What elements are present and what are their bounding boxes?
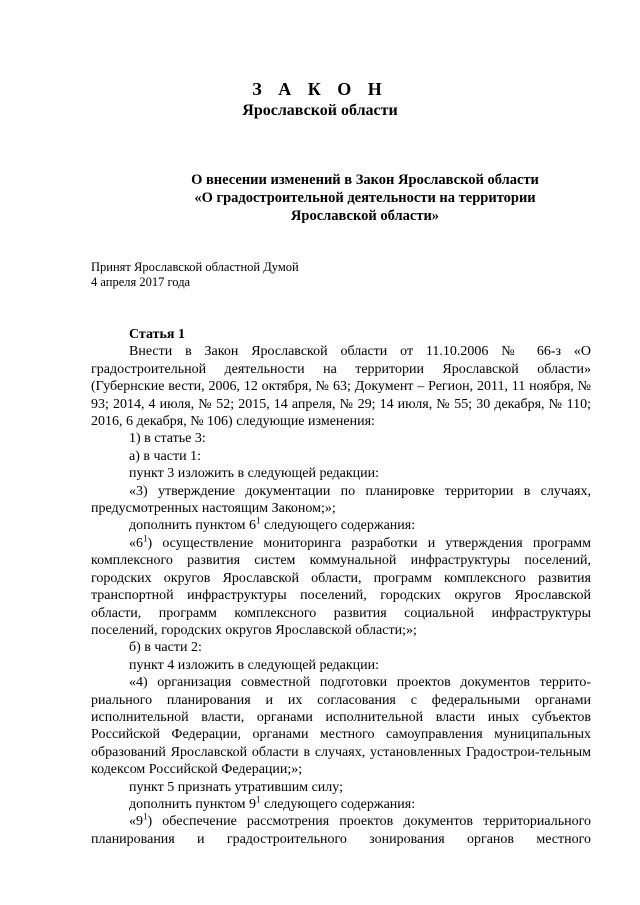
superscript: 1 bbox=[143, 533, 148, 544]
subject-line: Ярославской области» bbox=[290, 208, 440, 224]
amendment-text: «4) организация совместной подготовки проектов документов террито-риального планирования и их согласования с федеральными органами исполнительной власти, органами исполнительной власти иных субъектов Российской Федерации, органами местного самоуправления муниципальных образований Ярославской области в случаях, установленных Градострои-тельным кодексом Российской Федерации;»; bbox=[91, 675, 591, 778]
superscript: 1 bbox=[143, 811, 148, 822]
law-subject bbox=[170, 171, 560, 225]
article-heading: Статья 1 bbox=[129, 327, 185, 342]
subject-line: О внесении изменений в Закон Ярославской области bbox=[191, 172, 539, 188]
list-item: б) в части 2: bbox=[129, 640, 202, 656]
amendment-text bbox=[91, 813, 591, 848]
list-item: 1) в статье 3: bbox=[129, 431, 206, 447]
text-run: дополнить пунктом 9 bbox=[129, 796, 257, 812]
text-run: «6 bbox=[129, 535, 143, 551]
list-item: а) в части 1: bbox=[129, 448, 201, 464]
amendment-instruction: пункт 3 изложить в следующей редакции: bbox=[129, 466, 379, 482]
law-body bbox=[91, 326, 591, 848]
article-intro: Внести в Закон Ярославской области от 11.10.2006 № 66-з «О градостроительной деятельности на территории Ярославской области» (Губернские вести, 2006, 12 октября, № 63; Документ – Регион, 2011, 11 ноября, № 93; 2014, 4 июля, № 52; 2015, 14 апреля, № 29; 14 июля, № 55; 30 декабря, № 110; 2016, 6 декабря, № 106) следующие изменения: bbox=[91, 344, 591, 430]
adoption-info bbox=[91, 260, 299, 290]
amendment-instruction bbox=[91, 517, 591, 534]
superscript: 1 bbox=[256, 794, 261, 805]
law-region: Ярославской области bbox=[242, 102, 398, 119]
amendment-instruction bbox=[91, 796, 591, 813]
text-run: следующего содержания: bbox=[260, 518, 416, 534]
subject-line: «О градостроительной деятельности на территории bbox=[194, 190, 536, 206]
law-title: З А К О Н bbox=[252, 79, 388, 99]
superscript: 1 bbox=[256, 515, 261, 526]
text-run: дополнить пунктом 6 bbox=[129, 518, 257, 534]
adopted-by: Принят Ярославской областной Думой bbox=[91, 260, 299, 274]
text-run: «9 bbox=[129, 814, 143, 830]
adopted-date: 4 апреля 2017 года bbox=[91, 275, 191, 289]
text-run: следующего содержания: bbox=[260, 796, 416, 812]
amendment-instruction: пункт 4 изложить в следующей редакции: bbox=[129, 657, 379, 673]
text-run: ) осуществление мониторинга разработки и утверждения программ комплексного развития систем коммунальной инфраструктуры поселений, городских округов Ярославской области, программ комплексного развития транспортной инфраструктуры поселений, городских округов Ярославской области, программ комплексного развития социальной инфраструктуры поселений, городских округов Ярославской области;»; bbox=[91, 535, 591, 638]
amendment-instruction: пункт 5 признать утратившим силу; bbox=[129, 779, 343, 795]
amendment-text bbox=[91, 535, 591, 639]
amendment-text: «3) утверждение документации по планировке территории в случаях, предусмотренных настоящим Законом;»; bbox=[91, 483, 591, 517]
text-run: ) обеспечение рассмотрения проектов документов территориального планирования и градостроительного зонирования органов местного bbox=[91, 814, 591, 847]
